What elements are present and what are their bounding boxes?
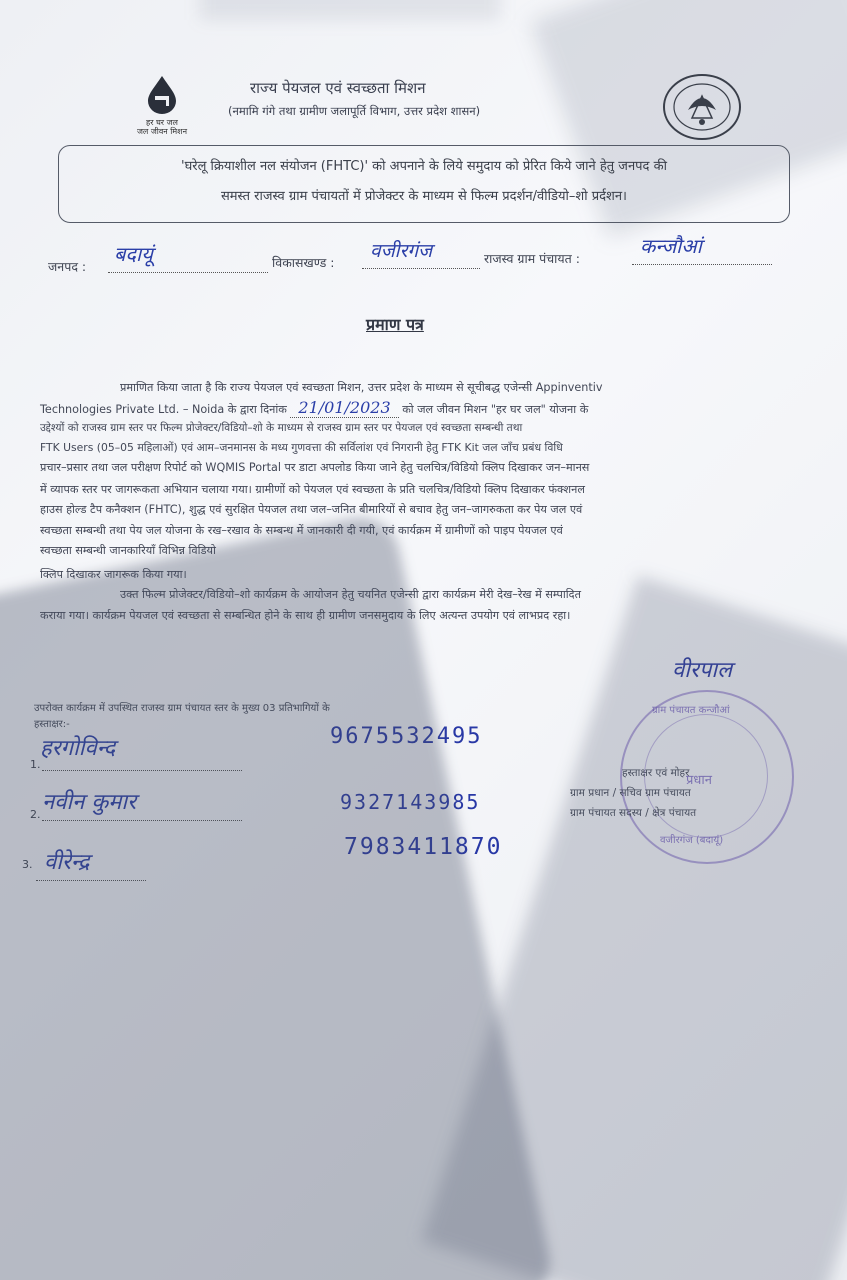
participant-1-phone: 9675532495 [330,724,483,749]
body-line-1: प्रमाणित किया जाता है कि राज्य पेयजल एवं स्वच्छता मिशन, उत्तर प्रदेश के माध्यम से सूचीबद्ध एजेन्सी Appinventiv [120,381,603,394]
participant-2-number: 2. [30,808,41,821]
stamp-mid-text: प्रधान [686,773,712,788]
body-line-12: कराया गया। कार्यक्रम पेयजल एवं स्वच्छता से सम्बन्धित होने के साथ ही ग्रामीण जनसमुदाय के लिए अत्यन्त उपयोग एवं लाभप्रद रहा। [40,609,571,622]
participant-1-name: हरगोविन्द [40,736,116,761]
body-line-10: क्लिप दिखाकर जागरूक किया गया। [40,568,187,581]
event-date: 21/01/2023 [290,398,398,418]
stamp-top-text: ग्राम पंचायत कन्जौआं [652,705,730,716]
body-line-9: स्वच्छता सम्बन्धी जानकारियाँ विभिन्न विडियो [40,544,216,557]
body-line-2 [40,398,810,420]
logo-line-2: जल जीवन मिशन [136,127,188,136]
district-label: जनपद : [48,259,87,274]
participant-2-name: नवीन कुमार [42,790,137,815]
participant-3-phone: 7983411870 [344,834,503,860]
body-line-7: हाउस होल्ड टैप कनैक्शन (FHTC), शुद्ध एवं सुरक्षित पेयजल तथा जल–जनित बीमारियों से बचाव हेतु जन–जागरुकता कर पेय जल एवं [40,503,583,516]
stamp-bottom-text: वजीरगंज (बदायूं) [660,835,724,846]
body-line-3: उद्देश्यों को राजस्व ग्राम स्तर पर फिल्म प्रोजेक्टर/विडियो–शो के माध्यम से राजस्व ग्राम स्तर पर पेयजल एवं स्वच्छता सम्बन्धी तथा [40,422,523,434]
shadow [422,575,847,1280]
up-government-emblem [660,72,744,146]
participant-3-name: वीरेन्द्र [44,850,90,875]
body-line-2b: को जल जीवन मिशन "हर घर जल" योजना के [402,403,589,416]
water-drop-icon [142,74,182,114]
body-line-5: प्रचार–प्रसार तथा जल परीक्षण रिपोर्ट को WQMIS Portal पर डाटा अपलोड किया जाने हेतु चलचित्र/विडियो क्लिप दिखाकर जन–मानस [40,461,590,474]
participant-3-number: 3. [22,858,33,871]
shadow [200,0,500,20]
signatory-line-1: हस्ताक्षर एवं मोहर [622,767,690,779]
signatory-line-2: ग्राम प्रधान / सचिव ग्राम पंचायत [570,787,691,799]
body-line-6: में व्यापक स्तर पर जागरूकता अभियान चलाया गया। ग्रामीणों को पेयजल एवं स्वच्छता के प्रति चलचित्र/विडियो क्लिप दिखाकर फंक्शनल [40,483,585,496]
panchayat-value: कन्जौआं [640,234,702,258]
page-subtitle: (नमामि गंगे तथा ग्रामीण जलापूर्ति विभाग, उत्तर प्रदेश शासन) [228,104,481,118]
banner-line-1: 'घरेलू क्रियाशील नल संयोजन (FHTC)' को अपनाने के लिये समुदाय को प्रेरित किये जाने हेतु जनपद की [181,159,667,174]
pradhan-signature: वीरपाल [672,658,733,683]
block-value: वजीरगंज [370,240,433,262]
block-label: विकासखण्ड : [272,255,335,270]
participants-sign-label: हस्ताक्षर:- [34,719,70,730]
participant-2-phone: 9327143985 [340,790,481,814]
participants-intro: उपरोक्त कार्यक्रम में उपस्थित राजस्व ग्राम पंचायत स्तर के मुख्य 03 प्रतिभागियों के [34,703,330,714]
body-line-11: उक्त फिल्म प्रोजेक्टर/विडियो–शो कार्यक्रम के आयोजन हेतु चयनित एजेन्सी द्वारा कार्यक्रम मेरी देख–रेख में सम्पादित [120,588,581,601]
page-title: राज्य पेयजल एवं स्वच्छता मिशन [250,79,426,97]
participant-1-number: 1. [30,758,41,771]
jal-jeevan-mission-logo [132,74,192,136]
body-line-4: FTK Users (05–05 महिलाओं) एवं आम–जनमानस के मध्य गुणवत्ता की सर्विलांश एवं निगरानी हेतु FTK Kit जल जाँच प्रबंध विधि [40,441,563,454]
banner-line-2: समस्त राजस्व ग्राम पंचायतों में प्रोजेक्टर के माध्यम से फिल्म प्रदर्शन/वीडियो–शो प्रर्दशन। [221,189,627,204]
body-line-2a: Technologies Private Ltd. – Noida के द्वारा दिनांक [40,403,287,416]
district-value: बदायूं [114,242,153,266]
body-line-8: स्वच्छता सम्बन्धी तथा पेय जल योजना के रख–रखाव के सम्बन्ध में जानकारी दी गयी, एवं कार्यक्रम में ग्रामीणों को पाइप पेयजल एवं [40,524,563,537]
logo-line-1: हर घर जल [146,118,178,127]
signatory-line-3: ग्राम पंचायत सदस्य / क्षेत्र पंचायत [570,807,697,819]
certificate-title: प्रमाण पत्र [366,315,424,334]
panchayat-label: राजस्व ग्राम पंचायत : [484,251,580,266]
emblem-icon [660,72,744,142]
